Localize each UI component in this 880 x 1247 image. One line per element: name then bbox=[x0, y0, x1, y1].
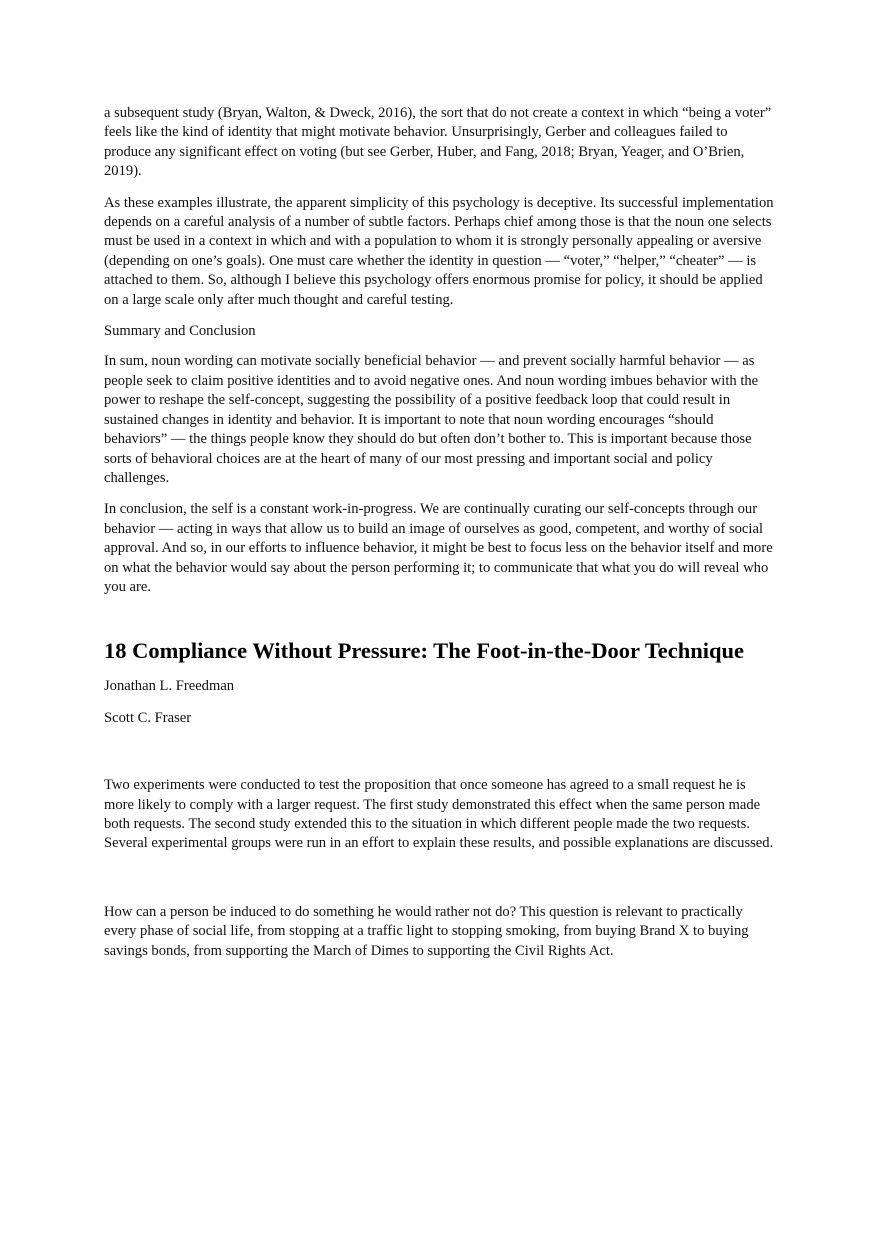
paragraph-examples: As these examples illustrate, the apparent simplicity of this psychology is deceptive. Its successful implementation depends on a careful analysis of a number of subtle factors. Perhaps chief among those is that the noun one selects must be used in a context in which and with a population to whom it is strongly personally appealing or aversive (depending on one’s goals). One must care whether the identity in question — “voter,” “helper,” “cheater” — is attached to them. So, although I believe this psychology offers enormous promise for policy, it should be applied on a large scale only after much thought and careful testing. bbox=[104, 194, 774, 308]
paragraph-continuation: a subsequent study (Bryan, Walton, & Dweck, 2016), the sort that do not create a context in which “being a voter” feels like the kind of identity that might motivate behavior. Unsurprisingly, Gerber and colleagues failed to produce any significant effect on voting (but see Gerber, Huber, and Fang, 2018; Bryan, Yeager, and O’Brien, 2019). bbox=[104, 105, 772, 180]
chapter-author: Jonathan L. Freedman bbox=[104, 678, 235, 695]
chapter-author: Scott C. Fraser bbox=[104, 709, 192, 726]
section-subheading: Summary and Conclusion bbox=[104, 323, 256, 340]
paragraph-summary: In sum, noun wording can motivate socially beneficial behavior — and prevent socially harmful behavior — as people seek to claim positive identities and to avoid negative ones. And noun wording imbues behavior with the power to reshape the self-concept, suggesting the possibility of a positive feedback loop that could result in sustained changes in identity and behavior. It is important to note that noun wording encourages “should behaviors” — the things people know they should do but often don’t bother to. This is important because those sorts of behavioral choices are at the heart of many of our most pressing and important social and policy challenges. bbox=[104, 353, 759, 486]
chapter-title: 18 Compliance Without Pressure: The Foot-in-the-Door Technique bbox=[104, 638, 745, 664]
chapter-intro-paragraph: How can a person be induced to do something he would rather not do? This question is relevant to practically every phase of social life, from stopping at a traffic light to stopping smoking, from buying Brand X to buying savings bonds, from supporting the March of Dimes to supporting the Civil Rights Act. bbox=[104, 903, 749, 959]
chapter-abstract: Two experiments were conducted to test the proposition that once someone has agreed to a small request he is more likely to comply with a larger request. The first study demonstrated this effect when the same person made both requests. The second study extended this to the situation in which different people made the two requests. Several experimental groups were run in an effort to explain these results, and possible explanations are discussed. bbox=[104, 777, 774, 852]
paragraph-conclusion: In conclusion, the self is a constant work-in-progress. We are continually curating our self-concepts through our behavior — acting in ways that allow us to build an image of ourselves as good, competent, and worthy of social approval. And so, in our efforts to influence behavior, it might be best to focus less on the behavior itself and more on what the behavior would say about the person performing it; to communicate that what you do will reveal who you are. bbox=[104, 501, 773, 595]
document-page bbox=[104, 104, 776, 961]
